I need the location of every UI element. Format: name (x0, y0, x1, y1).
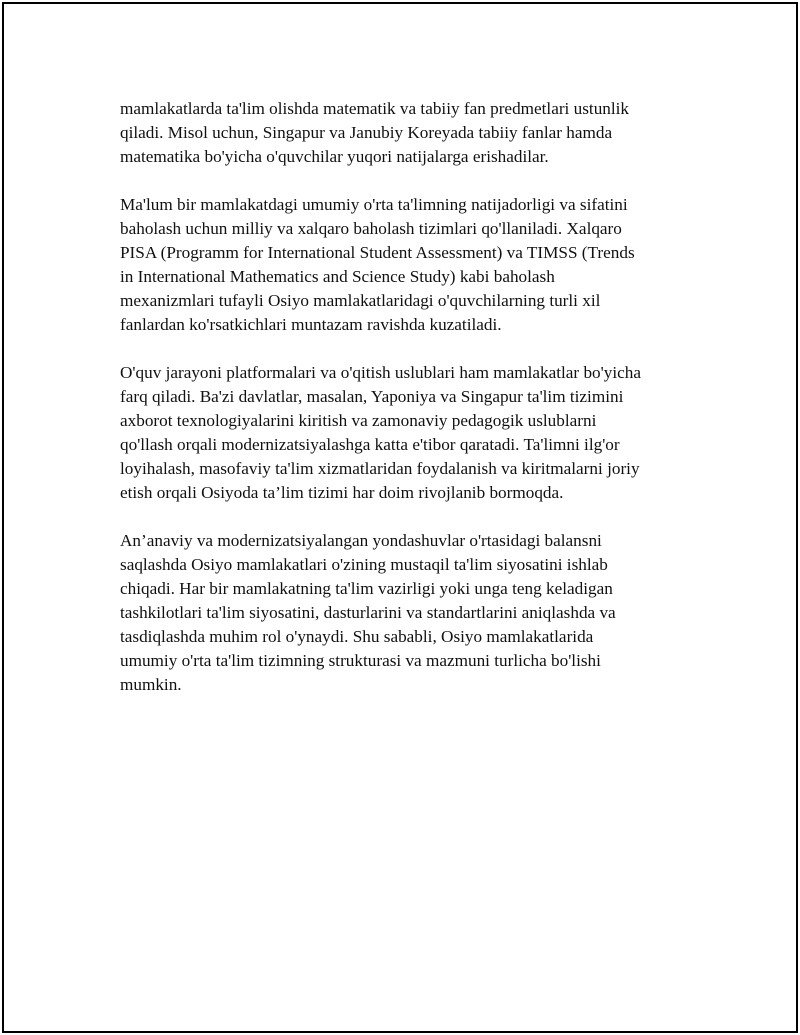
paragraph-2: Ma'lum bir mamlakatdagi umumiy o'rta ta'limning natijadorligi va sifatini baholash uchun milliy va xalqaro baholash tizimlari qo'llaniladi. Xalqaro PISA (Programm for International Student Assessment) va TIMSS (Trends in International Mathematics and Science Study) kabi baholash mexanizmlari tufayli Osiyo mamlakatlaridagi o'quvchilarning turli xil fanlardan ko'rsatkichlari muntazam ravishda kuzatiladi. (120, 195, 635, 334)
paragraph-3: O'quv jarayoni platformalari va o'qitish uslublari ham mamlakatlar bo'yicha farq qiladi. Ba'zi davlatlar, masalan, Yaponiya va Singapur ta'lim tizimini axborot texnologiyalarini kiritish va zamonaviy pedagogik uslublarni qo'llash orqali modernizatsiyalashga katta e'tibor qaratadi. Ta'limni ilg'or loyihalash, masofaviy ta'lim xizmatlaridan foydalanish va kiritmalarni joriy etish orqali Osiyoda ta’lim tizimi har doim rivojlanib bormoqda. (120, 363, 641, 502)
paragraph-4: An’anaviy va modernizatsiyalangan yondashuvlar o'rtasidagi balansni saqlashda Osiyo mamlakatlari o'zining mustaqil ta'lim siyosatini ishlab chiqadi. Har bir mamlakatning ta'lim vazirligi yoki unga teng keladigan tashkilotlari ta'lim siyosatini, dasturlarini va standartlarini aniqlashda va tasdiqlashda muhim rol o'ynaydi. Shu sababli, Osiyo mamlakatlarida umumiy o'rta ta'lim tizimning strukturasi va mazmuni turlicha bo'lishi mumkin. (120, 531, 616, 694)
paragraph-1: mamlakatlarda ta'lim olishda matematik va tabiiy fan predmetlari ustunlik qiladi. Misol uchun, Singapur va Janubiy Koreyada tabiiy fanlar hamda matematika bo'yicha o'quvchilar yuqori natijalarga erishadilar. (120, 99, 630, 166)
document-page (2, 2, 798, 1033)
document-body (120, 97, 680, 721)
